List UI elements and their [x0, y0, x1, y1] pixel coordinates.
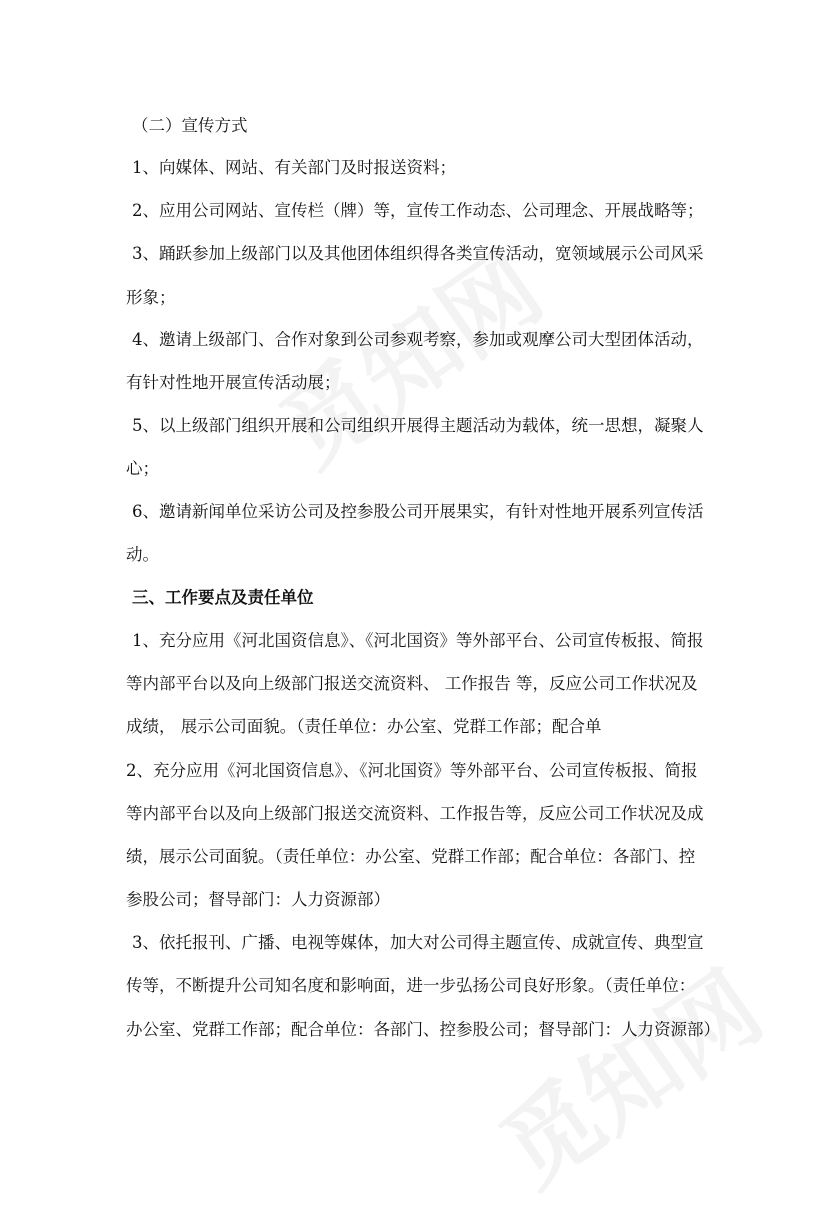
- paragraph-line: 3、依托报刊、广播、电视等媒体，加大对公司得主题宣传、成就宣传、典型宣: [132, 933, 704, 952]
- paragraph-line: 2、应用公司网站、宣传栏（牌）等，宣传工作动态、公司理念、开展战略等；: [132, 201, 704, 220]
- paragraph-line: 绩，展示公司面貌。（责任单位：办公室、党群工作部；配合单位：各部门、控: [126, 847, 696, 866]
- paragraph-line: 2、充分应用《河北国资信息》、《河北国资》等外部平台、公司宣传板报、简报: [126, 761, 698, 780]
- paragraph-line: 成绩， 展示公司面貌。（责任单位：办公室、党群工作部；配合单: [126, 717, 602, 736]
- paragraph-line: 1、向媒体、网站、有关部门及时报送资料；: [132, 158, 456, 177]
- paragraph-line: 参股公司；督导部门：人力资源部）: [126, 890, 390, 909]
- paragraph-line: 心；: [126, 459, 159, 478]
- paragraph-line: 5、以上级部门组织开展和公司组织开展得主题活动为载体，统一思想，凝聚人: [132, 416, 704, 435]
- paragraph-line: 有针对性地开展宣传活动展；: [126, 373, 341, 392]
- paragraph-line: 等内部平台以及向上级部门报送交流资料、工作报告等，反应公司工作状况及成: [126, 804, 704, 823]
- section-heading: 三、工作要点及责任单位: [132, 588, 314, 607]
- paragraph-line: 3、踊跃参加上级部门以及其他团体组织得各类宣传活动，宽领域展示公司风采: [132, 244, 704, 263]
- paragraph-line: 1、充分应用《河北国资信息》、《河北国资》等外部平台、公司宣传板报、简报: [132, 631, 704, 650]
- section-heading: （二）宣传方式: [132, 116, 248, 135]
- paragraph-line: 形象；: [126, 288, 176, 307]
- paragraph-line: 办公室、党群工作部；配合单位：各部门、控参股公司；督导部门：人力资源部）: [126, 1020, 720, 1039]
- paragraph-line: 6、邀请新闻单位采访公司及控参股公司开展果实，有针对性地开展系列宣传活: [132, 502, 704, 521]
- paragraph-line: 等内部平台以及向上级部门报送交流资料、 工作报告 等，反应公司工作状况及: [126, 674, 698, 693]
- paragraph-line: 4、邀请上级部门、合作对象到公司参观考察，参加或观摩公司大型团体活动，: [132, 330, 704, 349]
- paragraph-line: 动。: [126, 545, 159, 564]
- paragraph-line: 传等，不断提升公司知名度和影响面，进一步弘扬公司良好形象。（责任单位：: [126, 976, 696, 995]
